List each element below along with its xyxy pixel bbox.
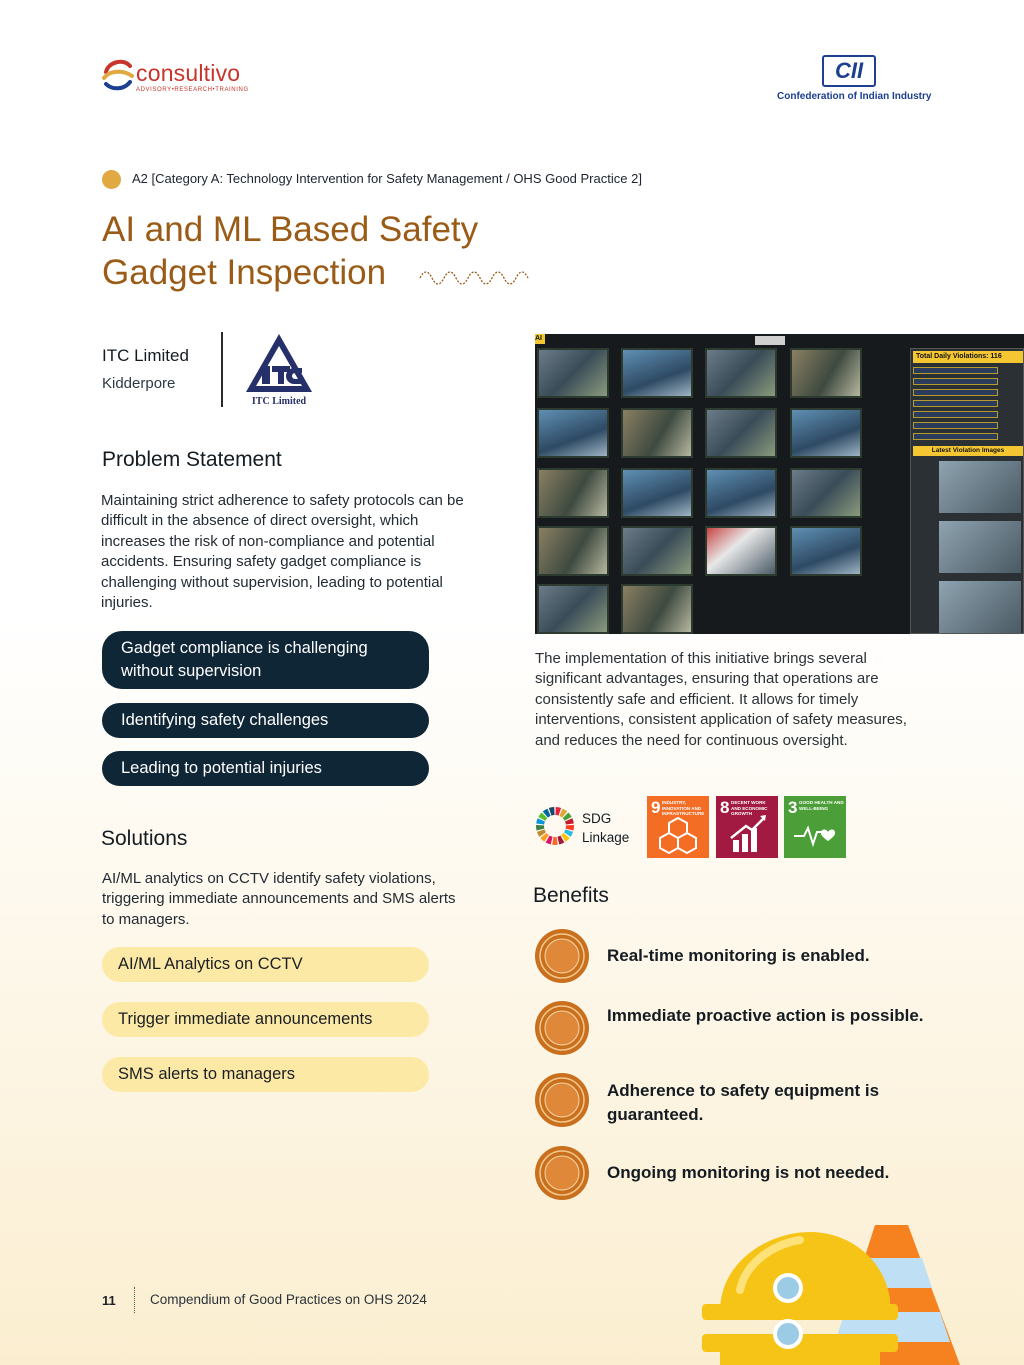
sdg-label-line-1: SDG [582,811,612,826]
consultivo-tagline: ADVISORY•RESEARCH•TRAINING [136,87,249,93]
itc-logo [244,332,314,408]
cctv-tile [705,348,777,398]
problem-heading: Problem Statement [102,448,282,471]
page-number: 11 [102,1293,116,1308]
violations-panel-title: Total Daily Violations: 116 [913,351,1023,363]
sdg-goal-9 [647,796,709,858]
benefit-bullet-icon [534,1072,590,1128]
cii-name: Confederation of Indian Industry [777,91,932,102]
consultivo-swirl-icon [102,58,134,92]
cubes-icon [647,796,709,858]
heartbeat-icon [784,796,846,858]
cctv-tile [621,584,693,634]
sdg-goal-8-label: DECENT WORK AND ECONOMIC GROWTH [731,800,768,817]
violation-row [913,422,998,429]
growth-chart-icon [716,796,778,858]
benefit-bullet-icon [534,1000,590,1056]
benefit-bullet-icon [534,1145,590,1201]
category-label: A2 [Category A: Technology Intervention for Safety Management / OHS Good Practice 2] [132,171,642,186]
cctv-tile [705,468,777,518]
helmet-and-cone-illustration [700,1220,1024,1365]
sdg-goal-8 [716,796,778,858]
cctv-tile [790,408,862,458]
violation-row [913,411,998,418]
violation-row [913,400,998,407]
photo-top-label [755,336,785,345]
sdg-wheel-segment [536,825,544,830]
sdg-wheel-icon [535,806,575,846]
violation-image [939,521,1021,573]
benefit-item-2: Immediate proactive action is possible. [607,1006,924,1025]
wavy-underline-icon [418,264,534,286]
benefit-bullet-icon [534,928,590,984]
cctv-tile [537,408,609,458]
itc-emblem-icon [244,332,314,396]
sdg-label-line-2: Linkage [582,830,630,845]
sdg-label [582,809,629,847]
problem-pill-2 [102,703,429,738]
violation-row [913,433,998,440]
violation-image [939,581,1021,633]
problem-pill-3 [102,751,429,786]
company-location: Kidderpore [102,375,176,392]
consultivo-brand: consultivo [136,60,241,86]
problem-text: Maintaining strict adherence to safety protocols can be difficult in the absence of direct oversight, which increases the risk of non-compliance and potential accidents. Ensuring safety gadget compliance is challenging without supervision, leading to potential injuries. [101,492,464,612]
cctv-tile [537,468,609,518]
violation-image [939,461,1021,513]
problem-pill-3-label: Leading to potential injuries [121,759,322,777]
solution-pill-2 [102,1002,429,1037]
problem-pill-2-label: Identifying safety challenges [121,711,329,729]
cii-mark: CII [834,58,864,83]
company-divider [221,332,223,407]
cctv-tile [537,348,609,398]
violation-row [913,378,998,385]
cii-mark-box [822,55,876,87]
benefit-item-3: Adherence to safety equipment is guaranteed. [607,1081,880,1124]
solutions-text: AI/ML analytics on CCTV identify safety violations, triggering immediate announcements and SMS alerts to managers. [102,870,456,928]
cctv-tile [537,584,609,634]
cctv-tile [790,526,862,576]
cctv-tile [705,408,777,458]
category-bullet [102,170,121,189]
footer-title: Compendium of Good Practices on OHS 2024 [150,1292,427,1307]
violation-row [913,389,998,396]
benefit-item-4: Ongoing monitoring is not needed. [607,1163,890,1182]
cctv-tile [790,348,862,398]
benefit-item-1: Real-time monitoring is enabled. [607,946,870,965]
solution-pill-3 [102,1057,429,1092]
sdg-goal-9-label: INDUSTRY, INNOVATION AND INFRASTRUCTURE [662,800,705,817]
sdg-goal-3-number: 3 [788,798,798,817]
sdg-goal-9-number: 9 [651,798,661,817]
title-line-1: AI and ML Based Safety [102,210,479,249]
cctv-tile [621,526,693,576]
itc-logo-caption: ITC Limited [251,396,307,407]
solution-pill-2-label: Trigger immediate announcements [118,1010,373,1028]
solution-pill-3-label: SMS alerts to managers [118,1065,295,1083]
footer-divider [134,1287,135,1313]
implementation-text: The implementation of this initiative brings several significant advantages, ensuring that operations are consistently safe and efficient. It allows for timely interventions, consistent application of safety measures, and reduces the need for continuous oversight. [535,650,907,749]
sdg-goal-8-number: 8 [720,798,730,817]
solution-pill-1-label: AI/ML Analytics on CCTV [118,955,303,973]
cctv-tile [790,468,862,518]
company-name: ITC Limited [102,346,189,365]
solutions-heading: Solutions [101,827,188,850]
cctv-tile [621,468,693,518]
cctv-tile [621,348,693,398]
violations-panel-subtitle: Latest Violation Images [913,446,1023,456]
sdg-wheel-segment [566,825,574,830]
problem-pill-1 [102,631,429,689]
violation-row [913,367,998,374]
violations-panel [910,348,1024,634]
title-line-2: Gadget Inspection [102,253,387,292]
benefits-heading: Benefits [533,884,609,907]
problem-pill-1-label: Gadget compliance is challenging without supervision [121,639,368,680]
cctv-tile [621,408,693,458]
cii-logo [776,54,932,104]
cctv-tile [705,526,777,576]
cctv-tile [537,526,609,576]
control-room-photo [535,334,1024,634]
photo-corner-tag: AI [535,334,545,344]
sdg-goal-3-label: GOOD HEALTH AND WELL-BEING [799,800,844,811]
sdg-goal-3 [784,796,846,858]
sdg-wheel-segment [552,837,557,845]
solution-pill-1 [102,947,429,982]
consultivo-logo [102,58,262,98]
